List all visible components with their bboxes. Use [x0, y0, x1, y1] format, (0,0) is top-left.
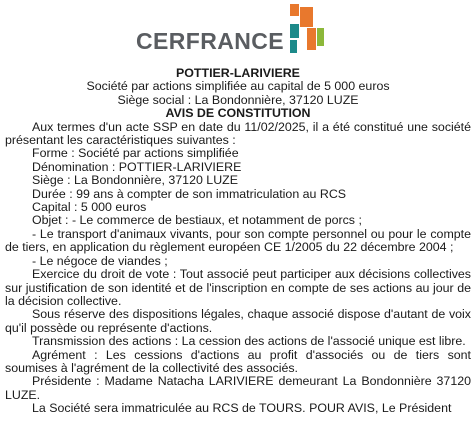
purpose-trade-line: - Le négoce de viandes ; — [32, 253, 168, 268]
president-paragraph: Présidente : Madame Natacha LARIVIERE demeurant La Bondonnière 37120 LUZE. — [5, 374, 471, 402]
logo-mark-orange-shape — [290, 4, 299, 16]
logo-mark-teal-shape — [290, 24, 299, 38]
share-transfer-line: Transmission des actions : La cession des actions de l'associé unique est libre. — [32, 334, 466, 349]
registration-line: La Société sera immatriculée au RCS de TOURS. POUR AVIS, Le Président — [32, 401, 452, 416]
seat-line: Siège : La Bondonnière, 37120 LUZE — [32, 173, 238, 188]
company-name: POTTIER-LARIVIERE — [176, 66, 300, 80]
denomination-line: Dénomination : POTTIER-LARIVIERE — [32, 159, 242, 174]
votes-paragraph: Sous réserve des dispositions légales, chaque associé dispose d'autant de voix qu'il possède ou représente d'actions. — [5, 307, 471, 335]
purpose-transport-paragraph: - Le transport d'animaux vivants, pour son compte personnel ou pour le compte de tiers, en application du règlement européen CE 1/2005 du 22 décembre 2004 ; — [5, 226, 471, 255]
notice-heading: AVIS DE CONSTITUTION — [165, 106, 311, 121]
intro-paragraph: Aux termes d'un acte SSP en date du 11/02/2025, il a été constitué une société présentant les caractéristiques suivantes : — [5, 119, 471, 148]
company-type: Société par actions simplifiée au capital de 5 000 euros — [86, 79, 390, 94]
purpose-line: Objet : - Le commerce de bestiaux, et notamment de porcs ; — [32, 213, 362, 228]
duration-line: Durée : 99 ans à compter de son immatriculation au RCS — [32, 186, 347, 201]
logo-brand-text: CERFRANCE — [136, 28, 284, 54]
legal-notice — [5, 67, 471, 416]
registered-office: Siège social : La Bondonnière, 37120 LUZE — [117, 92, 359, 107]
cerfrance-mark-icon — [290, 4, 326, 58]
logo-mark-orange-shape — [300, 7, 313, 27]
approval-paragraph: Agrément : Les cessions d'actions au profit d'associés ou de tiers sont soumises à l'agrément de la collectivité des associés. — [5, 347, 471, 375]
logo-mark-orange-shape — [307, 28, 316, 50]
logo-mark-green-shape — [317, 28, 324, 46]
form-line: Forme : Société par actions simplifiée — [32, 146, 239, 161]
capital-line: Capital : 5 000 euros — [32, 200, 147, 215]
voting-rights-paragraph: Exercice du droit de vote : Tout associé peut participer aux décisions collectives sur justification de son identité et de l'inscription en compte de ses actions au jour de la décision collective. — [5, 267, 471, 308]
cerfrance-logo — [0, 2, 473, 62]
logo-mark-teal-shape — [290, 40, 297, 53]
